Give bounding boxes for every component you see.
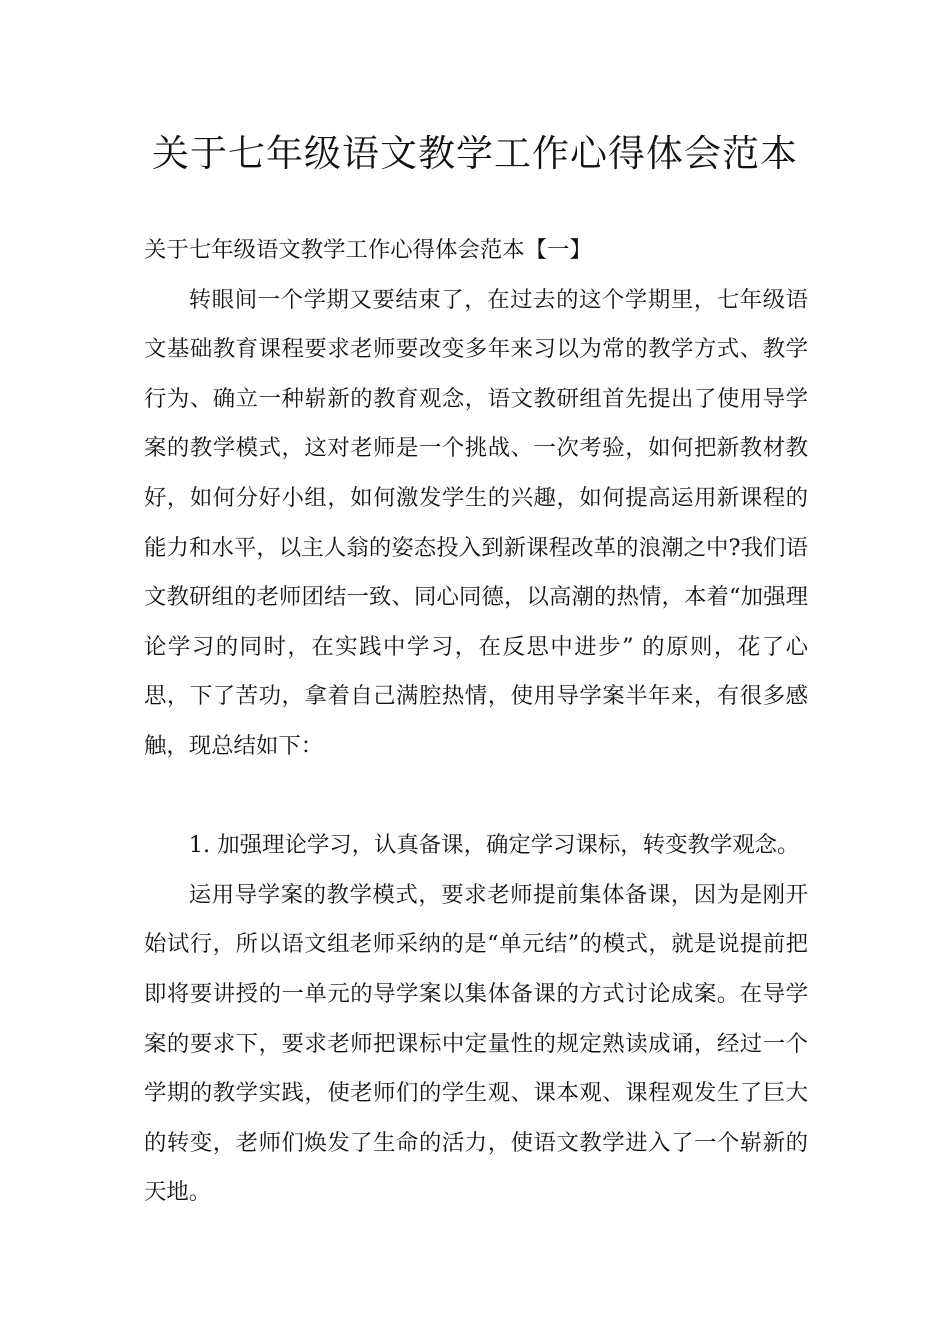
paragraph-intro: 转眼间一个学期又要结束了，在过去的这个学期里，七年级语文基础教育课程要求老师要改变多年来习以为常的教学方式、教学行为、确立一种崭新的教育观念，语文教研组首先提出了使用导学案的教学模式，这对老师是一个挑战、一次考验，如何把新教材教好，如何分好小组，如何激发学生的兴趣，如何提高运用新课程的能力和水平，以主人翁的姿态投入到新课程改革的浪潮之中?我们语文教研组的老师团结一致、同心同德，以高潮的热情，本着“加强理论学习的同时，在实践中学习，在反思中进步” 的原则，花了心思，下了苦功，拿着自己满腔热情，使用导学案半年来，有很多感触，现总结如下： [144, 286, 808, 759]
numbered-item-1: 1. 加强理论学习，认真备课，确定学习课标，转变教学观念。 [188, 832, 800, 859]
document-title: 关于七年级语文教学工作心得体会范本 [152, 132, 798, 175]
document-body [144, 226, 808, 1218]
paragraph-spacer [144, 772, 808, 822]
paragraph-item-1-body: 运用导学案的教学模式，要求老师提前集体备课，因为是刚开始试行，所以语文组老师采纳的是“单元结”的模式，就是说提前把即将要讲授的一单元的导学案以集体备课的方式讨论成案。在导学案的要求下，要求老师把课标中定量性的规定熟读成诵，经过一个学期的教学实践，使老师们的学生观、课本观、课程观发生了巨大的转变，老师们焕发了生命的活力，使语文教学进入了一个崭新的天地。 [144, 881, 808, 1206]
section-heading: 关于七年级语文教学工作心得体会范本【一】 [144, 237, 592, 263]
